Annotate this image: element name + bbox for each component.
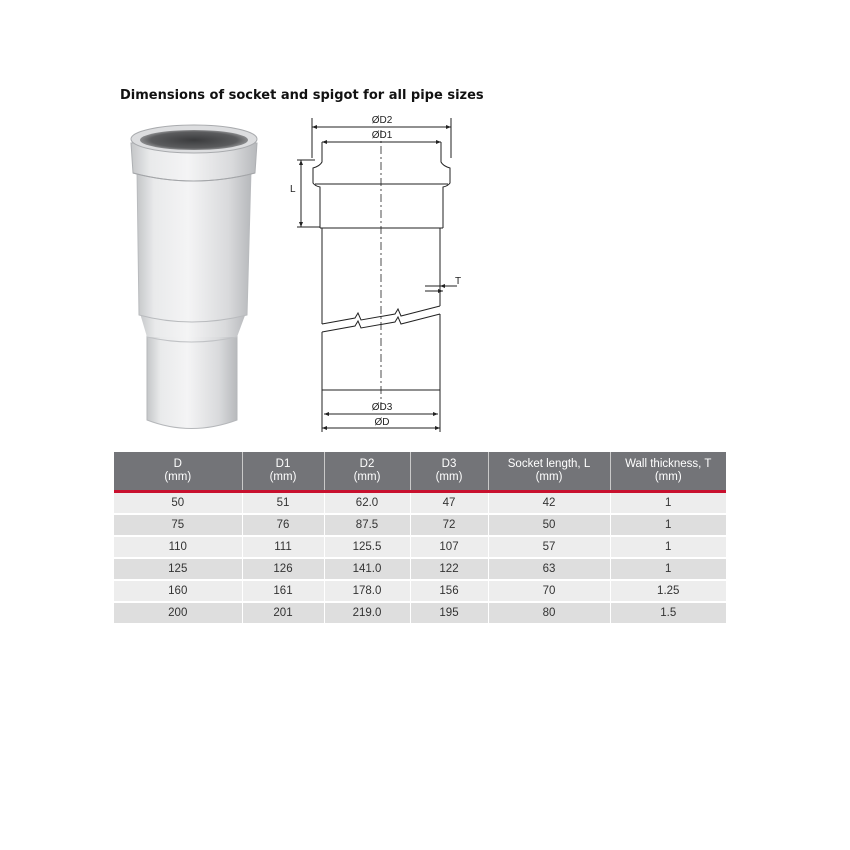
cell-d3: 47 bbox=[410, 492, 488, 515]
cell-d2: 219.0 bbox=[324, 602, 410, 624]
cell-d: 110 bbox=[114, 536, 242, 558]
cell-d2: 178.0 bbox=[324, 580, 410, 602]
header-wall-thickness: Wall thickness, T (mm) bbox=[610, 452, 726, 492]
cell-socket-length: 63 bbox=[488, 558, 610, 580]
header-socket-length: Socket length, L (mm) bbox=[488, 452, 610, 492]
cell-d3: 195 bbox=[410, 602, 488, 624]
label-d: ØD bbox=[374, 417, 390, 428]
cell-d1: 126 bbox=[242, 558, 324, 580]
table-row bbox=[114, 558, 726, 580]
cell-d3: 72 bbox=[410, 514, 488, 536]
header-d2: D2 (mm) bbox=[324, 452, 410, 492]
table-row bbox=[114, 580, 726, 602]
cell-wall-thickness: 1 bbox=[610, 492, 726, 515]
cell-d2: 87.5 bbox=[324, 514, 410, 536]
label-d3: ØD3 bbox=[371, 402, 393, 413]
cell-d2: 141.0 bbox=[324, 558, 410, 580]
cell-d: 125 bbox=[114, 558, 242, 580]
cell-wall-thickness: 1.5 bbox=[610, 602, 726, 624]
cell-wall-thickness: 1.25 bbox=[610, 580, 726, 602]
cell-socket-length: 80 bbox=[488, 602, 610, 624]
label-t: T bbox=[455, 276, 462, 287]
cell-wall-thickness: 1 bbox=[610, 558, 726, 580]
table-row bbox=[114, 602, 726, 624]
page-title: Dimensions of socket and spigot for all pipe sizes bbox=[120, 88, 484, 103]
header-d1: D1 (mm) bbox=[242, 452, 324, 492]
cell-d2: 62.0 bbox=[324, 492, 410, 515]
header-d: D (mm) bbox=[114, 452, 242, 492]
table-row bbox=[114, 536, 726, 558]
header-d3: D3 (mm) bbox=[410, 452, 488, 492]
cell-d3: 156 bbox=[410, 580, 488, 602]
cell-d: 200 bbox=[114, 602, 242, 624]
cell-d2: 125.5 bbox=[324, 536, 410, 558]
cell-socket-length: 42 bbox=[488, 492, 610, 515]
dimensions-table bbox=[114, 452, 726, 625]
cell-d: 75 bbox=[114, 514, 242, 536]
cell-d3: 122 bbox=[410, 558, 488, 580]
pipe-photo bbox=[125, 115, 265, 440]
cell-socket-length: 50 bbox=[488, 514, 610, 536]
cell-d: 160 bbox=[114, 580, 242, 602]
cell-d3: 107 bbox=[410, 536, 488, 558]
dimension-drawing bbox=[285, 110, 485, 440]
table-row bbox=[114, 492, 726, 515]
table-row bbox=[114, 514, 726, 536]
label-d1: ØD1 bbox=[371, 130, 393, 141]
cell-wall-thickness: 1 bbox=[610, 514, 726, 536]
table-header-row bbox=[114, 452, 726, 492]
cell-d1: 161 bbox=[242, 580, 324, 602]
cell-d1: 201 bbox=[242, 602, 324, 624]
label-l: L bbox=[290, 184, 296, 195]
cell-d1: 76 bbox=[242, 514, 324, 536]
cell-socket-length: 70 bbox=[488, 580, 610, 602]
cell-d1: 51 bbox=[242, 492, 324, 515]
label-d2: ØD2 bbox=[371, 115, 393, 126]
cell-d: 50 bbox=[114, 492, 242, 515]
cell-wall-thickness: 1 bbox=[610, 536, 726, 558]
cell-d1: 111 bbox=[242, 536, 324, 558]
cell-socket-length: 57 bbox=[488, 536, 610, 558]
